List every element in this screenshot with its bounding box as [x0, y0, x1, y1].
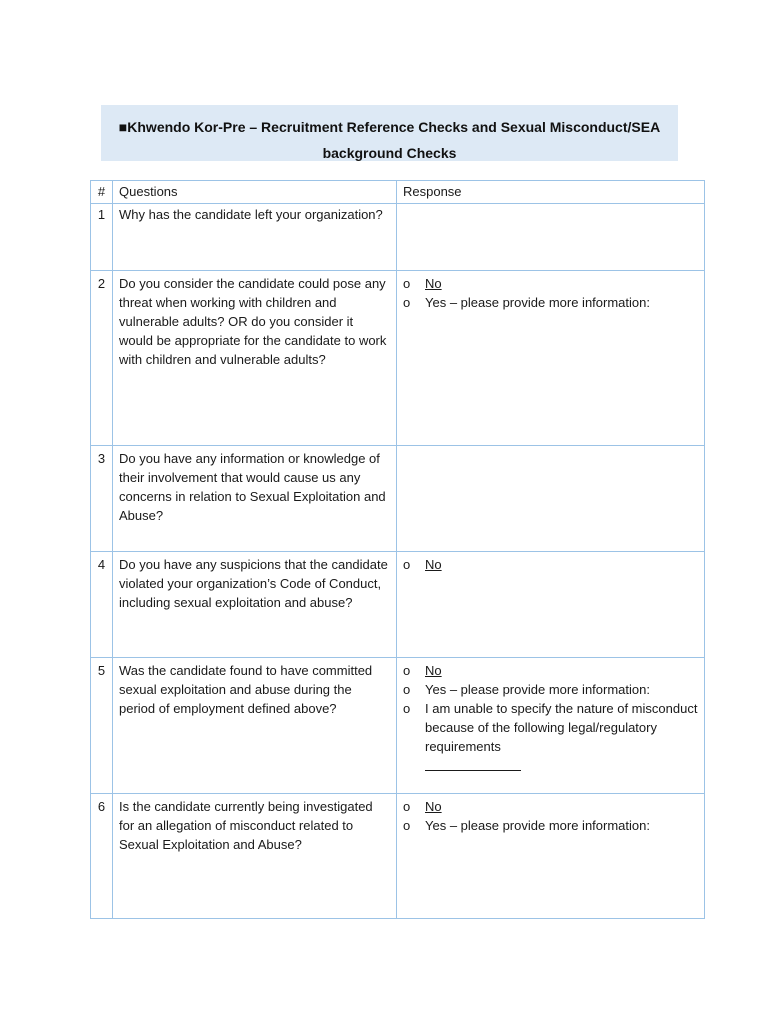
response-cell[interactable]	[397, 446, 705, 552]
option-label: No	[425, 663, 442, 678]
square-bullet-icon: ■	[118, 119, 128, 135]
option-no[interactable]	[403, 555, 698, 574]
response-cell[interactable]	[397, 271, 705, 446]
option-no[interactable]	[403, 797, 698, 816]
document-title-banner	[101, 105, 678, 161]
question-cell: Do you have any suspicions that the candidate violated your organization’s Code of Conduct, including sexual exploitation and abuse?	[113, 552, 397, 658]
header-questions: Questions	[113, 181, 397, 204]
response-cell[interactable]	[397, 794, 705, 919]
fill-in-blank-line[interactable]	[425, 756, 521, 771]
option-label: No	[425, 557, 442, 572]
option-bullet-icon: o	[403, 663, 411, 678]
option-bullet-icon: o	[403, 818, 411, 833]
option-yes[interactable]	[403, 293, 698, 312]
option-bullet-icon: o	[403, 682, 411, 697]
table-row	[91, 658, 705, 794]
response-cell[interactable]	[397, 552, 705, 658]
table-header-row	[91, 181, 705, 204]
question-cell: Why has the candidate left your organization?	[113, 204, 397, 271]
header-response: Response	[397, 181, 705, 204]
header-number: #	[91, 181, 113, 204]
document-title-line-2: background Checks	[322, 145, 457, 161]
question-cell: Is the candidate currently being investigated for an allegation of misconduct related to Sexual Exploitation and Abuse?	[113, 794, 397, 919]
question-cell: Do you consider the candidate could pose any threat when working with children and vulnerable adults? OR do you consider it would be appropriate for the candidate to work with children and vulnerable adults?	[113, 271, 397, 446]
option-label: Yes – please provide more information:	[425, 682, 650, 697]
row-number: 3	[91, 446, 113, 552]
response-cell[interactable]	[397, 204, 705, 271]
row-number: 5	[91, 658, 113, 794]
response-options	[403, 274, 698, 312]
row-number: 2	[91, 271, 113, 446]
response-options	[403, 555, 698, 574]
option-no[interactable]	[403, 274, 698, 293]
option-yes[interactable]	[403, 680, 698, 699]
table-row	[91, 446, 705, 552]
option-label: Yes – please provide more information:	[425, 295, 650, 310]
option-bullet-icon: o	[403, 799, 411, 814]
option-bullet-icon: o	[403, 557, 411, 572]
response-options	[403, 661, 698, 776]
document-title: Khwendo Kor-Pre – Recruitment Reference Checks and Sexual Misconduct/SEA	[127, 119, 661, 135]
table-row	[91, 204, 705, 271]
row-number: 1	[91, 204, 113, 271]
option-bullet-icon: o	[403, 295, 411, 310]
table-row	[91, 794, 705, 919]
option-label: Yes – please provide more information:	[425, 818, 650, 833]
option-label: No	[425, 276, 442, 291]
table-row	[91, 552, 705, 658]
option-bullet-icon: o	[403, 276, 411, 291]
reference-checks-table	[90, 180, 705, 919]
option-no[interactable]	[403, 661, 698, 680]
row-number: 4	[91, 552, 113, 658]
option-yes[interactable]	[403, 816, 698, 835]
question-cell: Do you have any information or knowledge of their involvement that would cause us any concerns in relation to Sexual Exploitation and Abuse?	[113, 446, 397, 552]
option-unable-to-specify[interactable]	[403, 699, 698, 776]
option-bullet-icon: o	[403, 701, 411, 716]
response-cell[interactable]	[397, 658, 705, 794]
response-options	[403, 797, 698, 835]
option-label: I am unable to specify the nature of misconduct because of the following legal/regulatory requirements	[425, 701, 698, 754]
table-row	[91, 271, 705, 446]
question-cell: Was the candidate found to have committed sexual exploitation and abuse during the period of employment defined above?	[113, 658, 397, 794]
row-number: 6	[91, 794, 113, 919]
option-label: No	[425, 799, 442, 814]
document-title-line-1	[101, 114, 678, 140]
